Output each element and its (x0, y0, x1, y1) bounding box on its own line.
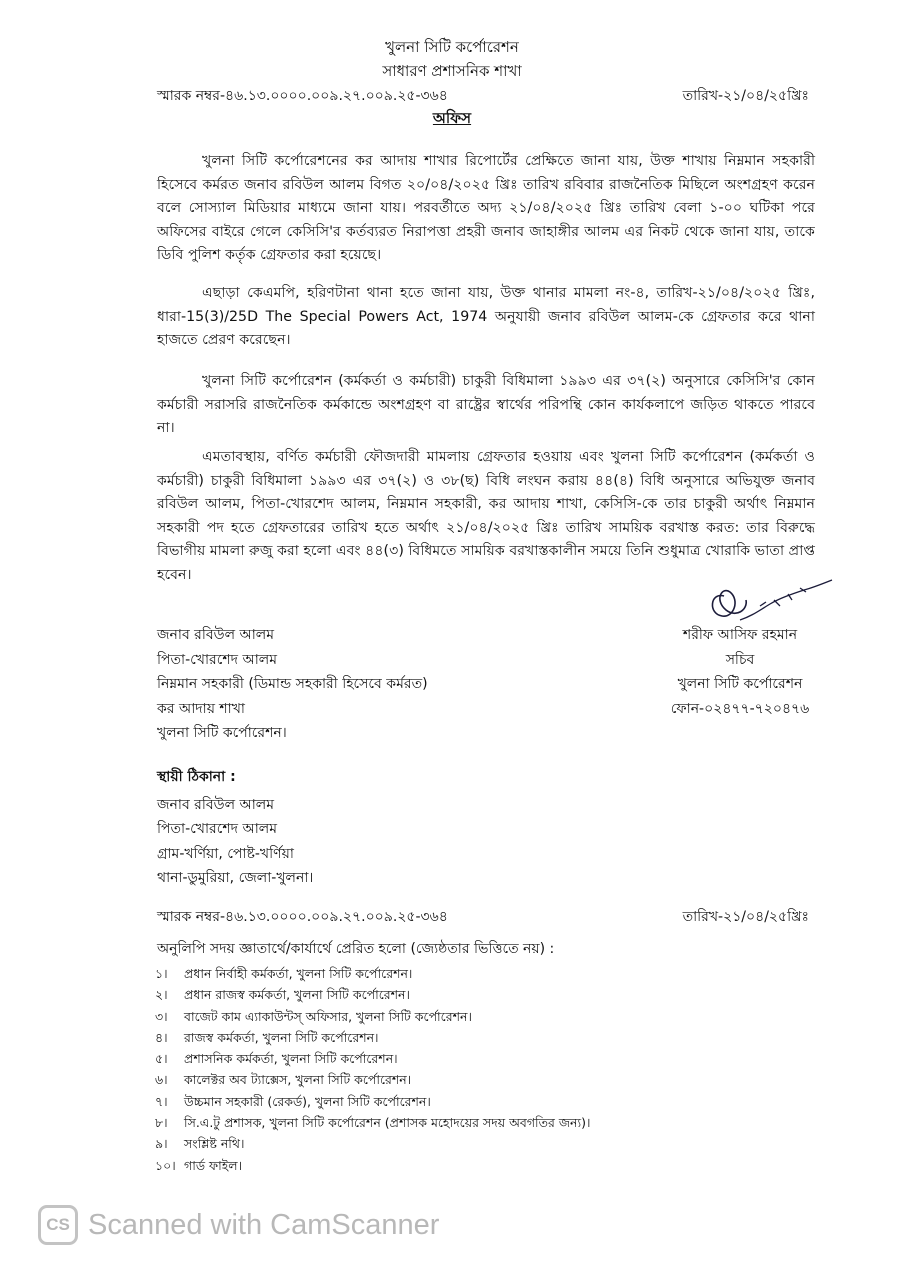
list-item: ১। প্রধান নির্বাহী কর্মকর্তা, খুলনা সিটি কর্পোরেশন। (155, 966, 413, 981)
list-item: ২। প্রধান রাজস্ব কর্মকর্তা, খুলনা সিটি কর্পোরেশন। (155, 987, 410, 1003)
signatory-designation: সচিব (725, 651, 755, 668)
permanent-address (157, 765, 313, 891)
branch-name: সাধারণ প্রশাসনিক শাখা (382, 62, 522, 80)
address-line: থানা-ডুমুরিয়া, জেলা-খুলনা। (157, 870, 314, 886)
memo-date-copy: তারিখ-২১/০৪/২৫খ্রিঃ (682, 909, 809, 925)
memo-number-copy: স্মারক নম্বর-৪৬.১৩.০০০০.০০৯.২৭.০০৯.২৫-৩৬৪ (157, 909, 448, 925)
list-item: ৫। প্রশাসনিক কর্মকর্তা, খুলনা সিটি কর্পোরেশন। (155, 1051, 398, 1067)
signatory-phone: ফোন-০২৪৭৭-৭২০৪৭৬ (670, 700, 810, 717)
copy-heading: অনুলিপি সদয় জ্ঞাতার্থে/কার্যার্থে প্রেরিত হলো (জ্যেষ্ঠতার ভিত্তিতে নয়) : (157, 941, 555, 957)
camscanner-watermark (38, 1205, 439, 1245)
body-paragraph-3: খুলনা সিটি কর্পোরেশন (কর্মকর্তা ও কর্মচারী) চাকুরী বিধিমালা ১৯৯৩ এর ৩৭(২) অনুসারে কেসিসি'র কোন কর্মচারী সরাসরি রাজনৈতিক কর্মকান্ডে অংশগ্রহণ বা রাষ্ট্রের স্বার্থের পরিপন্থি কোন কার্যকলাপে জড়িত থাকতে পারবে না। (157, 373, 815, 436)
camscanner-logo-icon: CS (38, 1205, 78, 1245)
list-item: ৪। রাজস্ব কর্মকর্তা, খুলনা সিটি কর্পোরেশন। (155, 1029, 379, 1045)
address-line: পিতা-খোরশেদ আলম (157, 821, 278, 837)
recipient-line: নিম্নমান সহকারী (ডিমান্ড সহকারী হিসেবে কর্মরত) (157, 676, 428, 692)
list-item: ৭। উচ্চমান সহকারী (রেকর্ড), খুলনা সিটি কর্পোরেশন। (155, 1093, 431, 1109)
address-line: গ্রাম-খর্ণিয়া, পোষ্ট-খর্ণিয়া (157, 845, 294, 862)
list-item: ১০। গার্ড ফাইল। (155, 1157, 243, 1173)
body-paragraph-2: এছাড়া কেএমপি, হরিণটানা থানা হতে জানা যায়, উক্ত থানার মামলা নং-৪, তারিখ-২১/০৪/২০২৫ খ্রিঃ, ধারা-15(3)/25D The Special Powers Act, 1974 অনুযায়ী জনাব রবিউল আলম-কে গ্রেফতার করে থানা হাজতে প্রেরণ করেছেন। (157, 285, 815, 348)
list-item: ৯। সংশ্লিষ্ট নথি। (155, 1136, 245, 1152)
signatory-name: শরীফ আসিফ রহমান (682, 627, 798, 643)
address-line: জনাব রবিউল আলম (157, 796, 275, 813)
signature-block (640, 623, 840, 721)
recipient-line: পিতা-খোরশেদ আলম (157, 651, 278, 668)
list-item: ৬। কালেক্টর অব ট্যাক্সেস, খুলনা সিটি কর্পোরেশন। (155, 1072, 412, 1088)
signature-scribble (700, 570, 850, 630)
list-item: ৩। বাজেট কাম এ্যাকাউন্টস্ অফিসার, খুলনা সিটি কর্পোরেশন। (155, 1008, 472, 1024)
permanent-address-heading: স্থায়ী ঠিকানা : (157, 769, 236, 785)
recipient-line: জনাব রবিউল আলম (157, 627, 275, 643)
list-item: ৮। সি.এ.টু প্রশাসক, খুলনা সিটি কর্পোরেশন (প্রশাসক মহোদয়ের সদয় অবগতির জন্য)। (155, 1115, 591, 1131)
memo-number: স্মারক নম্বর-৪৬.১৩.০০০০.০০৯.২৭.০০৯.২৫-৩৬৪ (157, 88, 448, 104)
watermark-text: Scanned with CamScanner (88, 1208, 440, 1241)
body-paragraph-4: এমতাবস্থায়, বর্ণিত কর্মচারী ফৌজদারী মামলায় গ্রেফতার হওয়ায় এবং খুলনা সিটি কর্পোরেশন (কর্মকর্তা ও কর্মচারী) চাকুরী বিধিমালা ১৯৯৩ এর ৩৭(২) ও ৩৮(ছ) বিধি লংঘন করায় ৪৪(৪) বিধি অনুসারে অভিযুক্ত জনাব রবিউল আলম, পিতা-খোরশেদ আলম, নিম্নমান সহকারী, কর আদায় শাখা, কেসিসি-কে তার চাকুরী অর্থাৎ নিম্নমান সহকারী পদ হতে গ্রেফতারের তারিখ হতে অর্থাৎ ২১/০৪/২০২৫ খ্রিঃ তারিখ সাময়িক বরখাস্ত করত: তার বিরুদ্ধে বিভাগীয় মামলা রুজু করা হলো এবং ৪৪(৩) বিধিমতে সাময়িক বরখাস্তকালীন সময়ে তিনি শুধুমাত্র খোরাকি ভাতা প্রাপ্ত হবেন। (157, 449, 815, 583)
recipient-line: কর আদায় শাখা (157, 700, 245, 717)
copy-list (155, 963, 590, 1176)
recipient-line: খুলনা সিটি কর্পোরেশন। (157, 725, 287, 741)
signatory-org: খুলনা সিটি কর্পোরেশন (677, 676, 803, 692)
recipient-address (157, 623, 428, 746)
memo-date: তারিখ-২১/০৪/২৫খ্রিঃ (682, 88, 809, 104)
body-paragraph-1: খুলনা সিটি কর্পোরেশনের কর আদায় শাখার রিপোর্টের প্রেক্ষিতে জানা যায়, উক্ত শাখায় নিম্নমান সহকারী হিসেবে কর্মরত জনাব রবিউল আলম বিগত ২০/০৪/২০২৫ খ্রিঃ তারিখ রবিবার রাজনৈতিক মিছিলে অংশগ্রহণ করেন বলে সোস্যাল মিডিয়ার মাধ্যমে জানা যায়। পরবর্তীতে অদ্য ২১/০৪/২০২৫ খ্রিঃ তারিখ বেলা ১-০০ ঘটিকা পরে অফিসের বাইরে গেলে কেসিসি'র কর্তব্যরত নিরাপত্তা প্রহরী জনাব জাহাঙ্গীর আলম এর নিকট থেকে জানা যায়, তাকে ডিবি পুলিশ কর্তৃক গ্রেফতার করা হয়েছে। (157, 153, 815, 263)
office-name: খুলনা সিটি কর্পোরেশন (385, 38, 519, 56)
document-title: অফিস (432, 109, 472, 127)
